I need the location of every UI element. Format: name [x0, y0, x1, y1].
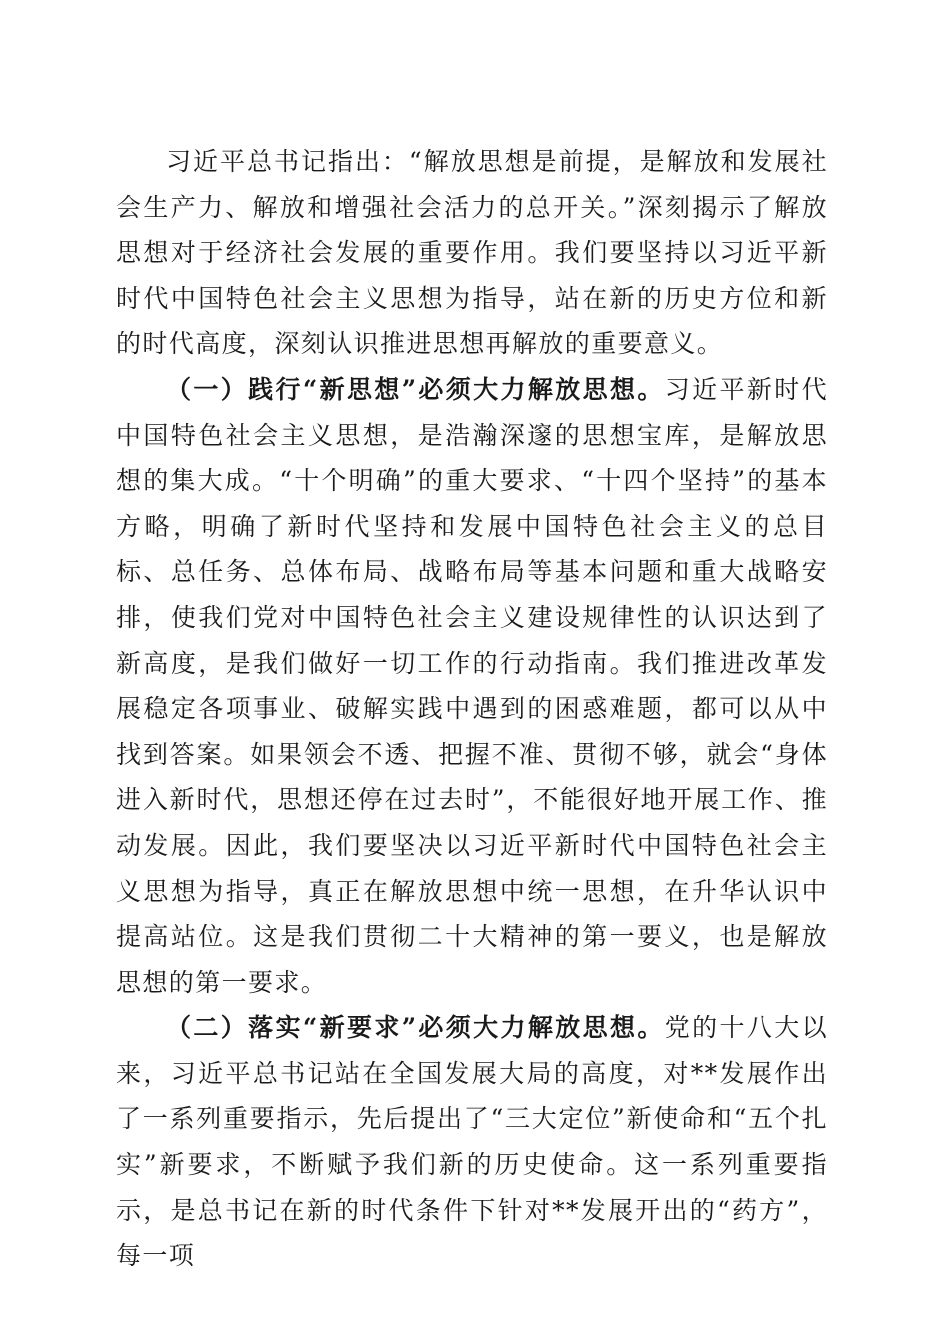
section-1-text: 习近平新时代中国特色社会主义思想，是浩瀚深邃的思想宝库，是解放思想的集大成。“十个明确”的重大要求、“十四个坚持”的基本方略，明确了新时代坚持和发展中国特色社会主义的总目标、总任务、总体布局、战略布局等基本问题和重大战略安排，使我们党对中国特色社会主义建设规律性的认识达到了新高度，是我们做好一切工作的行动指南。我们推进改革发展稳定各项事业、破解实践中遇到的困惑难题，都可以从中找到答案。如果领会不透、把握不准、贯彻不够，就会“身体进入新时代，思想还停在过去时”，不能很好地开展工作、推动发展。因此，我们要坚决以习近平新时代中国特色社会主义思想为指导，真正在解放思想中统一思想，在升华认识中提高站位。这是我们贯彻二十大精神的第一要义，也是解放思想的第一要求。: [116, 374, 828, 997]
section-2-text: 党的十八大以来，习近平总书记站在全国发展大局的高度，对**发展作出了一系列重要指示，先后提出了“三大定位”新使命和“五个扎实”新要求，不断赋予我们新的历史使命。这一系列重要指示，是总书记在新的时代条件下针对**发展开出的“药方”，每一项: [116, 1013, 828, 1271]
paragraph-section-2: [116, 1005, 828, 1279]
document-body: [116, 139, 828, 1279]
paragraph-intro-text: 习近平总书记指出：“解放思想是前提，是解放和发展社会生产力、解放和增强社会活力的总开关。”深刻揭示了解放思想对于经济社会发展的重要作用。我们要坚持以习近平新时代中国特色社会主义思想为指导，站在新的历史方位和新的时代高度，深刻认识推进思想再解放的重要意义。: [116, 147, 828, 359]
paragraph-intro: [116, 139, 828, 367]
section-1-heading: （一）践行“新思想”必须大力解放思想。: [166, 374, 665, 404]
section-2-heading: （二）落实“新要求”必须大力解放思想。: [166, 1013, 665, 1043]
paragraph-section-1: [116, 367, 828, 1005]
